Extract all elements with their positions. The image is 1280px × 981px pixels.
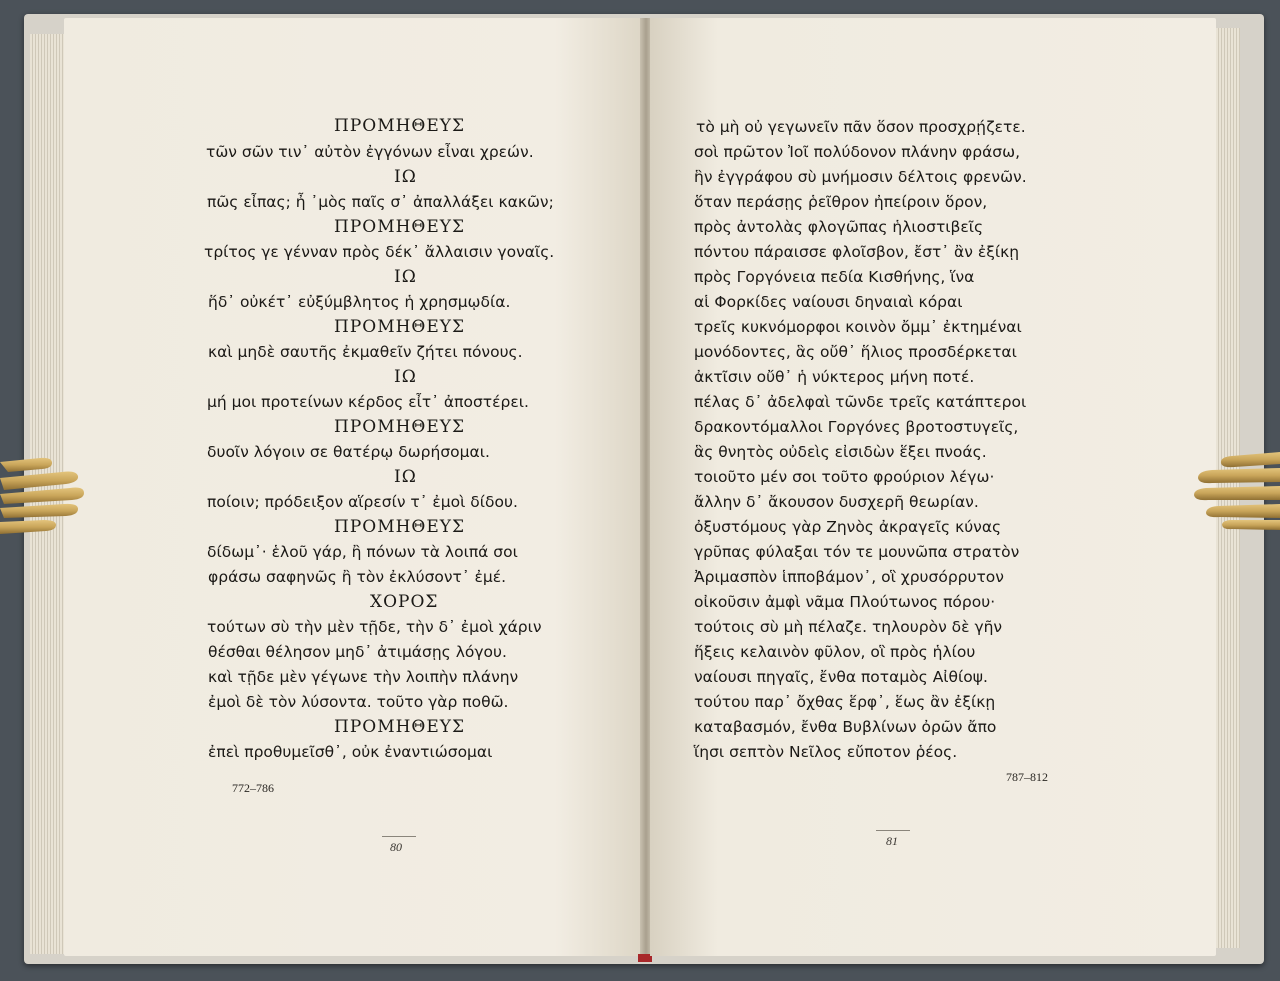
verse-line: πρὸς ἀντολὰς φλογῶπας ἡλιοστιβεῖς xyxy=(694,218,984,236)
verse-line: θέσθαι θέλησον μηδ᾽ ἀτιμάσῃς λόγου. xyxy=(208,643,507,661)
line-range-label: 772–786 xyxy=(232,781,274,795)
verse-line: ἐμοὶ δὲ τὸν λύσοντα. τοῦτο γὰρ ποθῶ. xyxy=(208,693,509,711)
verse-line: φράσω σαφηνῶς ἢ τὸν ἐκλύσοντ᾽ ἐμέ. xyxy=(208,568,507,586)
page-number: 80 xyxy=(390,840,402,854)
speaker-heading: ΙΩ xyxy=(394,267,417,287)
speaker-heading: ΠΡΟΜΗΘΕΥΣ xyxy=(334,517,466,537)
verse-line: τρίτος γε γένναν πρὸς δέκ᾽ ἄλλαισιν γοναῖς. xyxy=(204,243,555,261)
verse-line: ποίοιν; πρόδειξον αἵρεσίν τ᾽ ἐμοὶ δίδου. xyxy=(207,493,518,511)
verse-line: τούτου παρ᾽ ὄχθας ἕρφ᾽, ἕως ἂν ἐξίκῃ xyxy=(694,693,996,711)
verse-line: ναίουσι πηγαῖς, ἔνθα ποταμὸς Αἰθίοψ. xyxy=(694,668,988,686)
brass-hand-icon xyxy=(1192,448,1280,532)
left-page xyxy=(64,18,642,956)
verse-line: ἐπεὶ προθυμεῖσθ᾽, οὐκ ἐναντιώσομαι xyxy=(208,743,493,761)
verse-line: ἥδ᾽ οὐκέτ᾽ εὐξύμβλητος ἡ χρησμῳδία. xyxy=(208,293,511,311)
speaker-heading: ΙΩ xyxy=(394,467,417,487)
page-number: 81 xyxy=(886,834,898,848)
verse-line: δυοῖν λόγοιν σε θατέρῳ δωρήσομαι. xyxy=(207,443,490,461)
verse-line: τῶν σῶν τιν᾽ αὐτὸν ἐγγόνων εἶναι χρεών. xyxy=(206,143,534,161)
speaker-heading: ΠΡΟΜΗΘΕΥΣ xyxy=(334,317,466,337)
page-number-rule xyxy=(876,830,910,831)
verse-line: πρὸς Γοργόνεια πεδία Κισθήνης, ἵνα xyxy=(694,268,975,286)
verse-line: γρῦπας φύλαξαι τόν τε μουνῶπα στρατὸν xyxy=(694,543,1020,561)
verse-line: τούτοις σὺ μὴ πέλαζε. τηλουρὸν δὲ γῆν xyxy=(694,618,1003,636)
speaker-heading: ΠΡΟΜΗΘΕΥΣ xyxy=(334,417,466,437)
verse-line: μονόδοντες, ἃς οὔθ᾽ ἥλιος προσδέρκεται xyxy=(694,343,1017,361)
speaker-heading: ΠΡΟΜΗΘΕΥΣ xyxy=(334,116,466,136)
verse-line: τούτων σὺ τὴν μὲν τῇδε, τὴν δ᾽ ἐμοὶ χάριν xyxy=(207,618,542,636)
brass-hand-icon xyxy=(0,448,86,538)
verse-line: ἥξεις κελαινὸν φῦλον, οἳ πρὸς ἡλίου xyxy=(694,643,976,661)
verse-line: Ἀριμασπὸν ἱπποβάμον᾽, οἳ χρυσόρρυτον xyxy=(694,568,1004,586)
speaker-heading: ΠΡΟΜΗΘΕΥΣ xyxy=(334,717,466,737)
speaker-heading: ΙΩ xyxy=(394,167,417,187)
verse-line: δίδωμ᾽· ἑλοῦ γάρ, ἢ πόνων τὰ λοιπά σοι xyxy=(207,543,518,561)
verse-line: ἣν ἐγγράφου σὺ μνήμοσιν δέλτοις φρενῶν. xyxy=(694,168,1027,186)
speaker-heading: ΧΟΡΟΣ xyxy=(370,592,439,612)
verse-line: αἱ Φορκίδες ναίουσι δηναιαὶ κόραι xyxy=(694,293,963,311)
verse-line: τὸ μὴ οὐ γεγωνεῖν πᾶν ὅσον προσχρῄζετε. xyxy=(696,118,1026,136)
verse-line: καὶ μηδὲ σαυτῆς ἐκμαθεῖν ζήτει πόνους. xyxy=(208,343,523,361)
verse-line: μή μοι προτείνων κέρδος εἶτ᾽ ἀποστέρει. xyxy=(207,393,529,411)
verse-line: ἀκτῖσιν οὔθ᾽ ἡ νύκτερος μήνη ποτέ. xyxy=(694,368,975,386)
verse-line: ὀξυστόμους γὰρ Ζηνὸς ἀκραγεῖς κύνας xyxy=(694,518,1002,536)
verse-line: καὶ τῇδε μὲν γέγωνε τὴν λοιπὴν πλάνην xyxy=(208,668,519,686)
verse-line: τοιοῦτο μέν σοι τοῦτο φρούριον λέγω· xyxy=(694,468,995,486)
verse-line: ὅταν περάσῃς ῥεῖθρον ἠπείροιν ὅρον, xyxy=(694,193,988,211)
verse-line: τρεῖς κυκνόμορφοι κοινὸν ὄμμ᾽ ἐκτημέναι xyxy=(694,318,1022,336)
verse-line: ἃς θνητὸς οὐδεὶς εἰσιδὼν ἕξει πνοάς. xyxy=(694,443,987,461)
line-range-label: 787–812 xyxy=(1006,770,1048,784)
verse-line: οἰκοῦσιν ἀμφὶ νᾶμα Πλούτωνος πόρου· xyxy=(694,593,996,611)
speaker-heading: ΠΡΟΜΗΘΕΥΣ xyxy=(334,217,466,237)
verse-line: ἵησι σεπτὸν Νεῖλος εὔποτον ῥέος. xyxy=(694,743,958,761)
verse-line: ἄλλην δ᾽ ἄκουσον δυσχερῆ θεωρίαν. xyxy=(694,493,979,511)
page-number-rule xyxy=(382,836,416,837)
right-page xyxy=(650,18,1216,956)
verse-line: πόντου πάραισσε φλοῖσβον, ἔστ᾽ ἂν ἐξίκῃ xyxy=(694,243,1020,261)
verse-line: δρακοντόμαλλοι Γοργόνες βροτοστυγεῖς, xyxy=(694,418,1019,436)
verse-line: σοὶ πρῶτον Ἰοῖ πολύδονον πλάνην φράσω, xyxy=(694,143,1021,161)
verse-line: πῶς εἶπας; ἦ ᾽μὸς παῖς σ᾽ ἀπαλλάξει κακῶν; xyxy=(207,193,554,211)
speaker-heading: ΙΩ xyxy=(394,367,417,387)
verse-line: καταβασμόν, ἔνθα Βυβλίνων ὀρῶν ἄπο xyxy=(694,718,997,736)
verse-line: πέλας δ᾽ ἀδελφαὶ τῶνδε τρεῖς κατάπτεροι xyxy=(694,393,1027,411)
